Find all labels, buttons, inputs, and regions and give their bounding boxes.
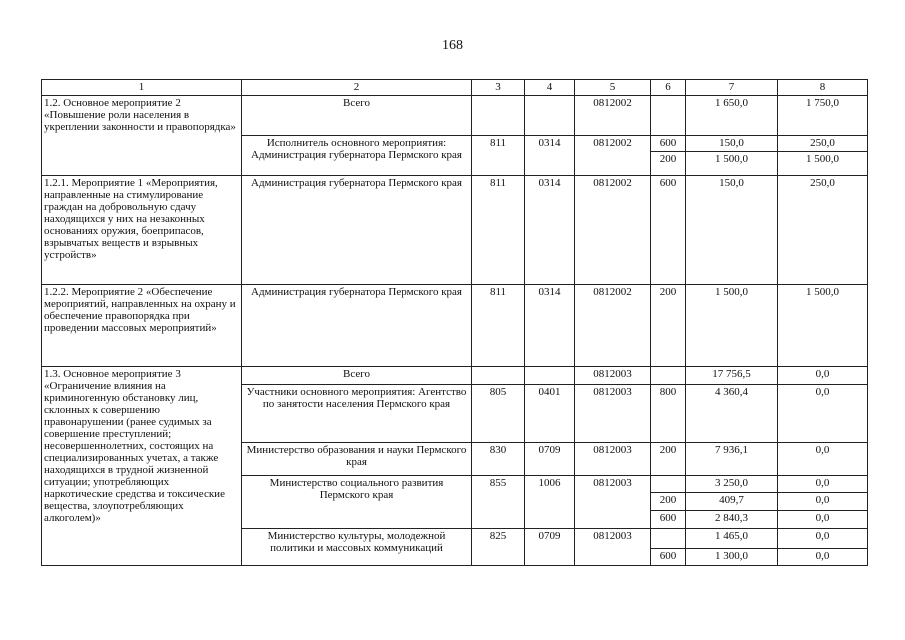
amount-cell: 7 936,1 (686, 443, 778, 476)
amount-cell: 0,0 (778, 367, 868, 385)
code-cell: 0314 (525, 285, 575, 367)
amount-cell: 0,0 (778, 385, 868, 443)
executor-cell: Администрация губернатора Пермского края (242, 285, 472, 367)
activity-name: 1.3. Основное мероприятие 3 «Ограничение влияния на криминогенную обстановку лиц, склонных к совершению правонарушении (ранее судимых за совершение преступлений; несовершеннолетних, состоящих на специализированных учетах, а также находящихся в трудной жизненной ситуации; употребляющих наркотические средства и токсические вещества, злоупотребляющих алкоголем)» (42, 367, 242, 566)
amount-cell: 1 465,0 (686, 529, 778, 549)
code-cell: 600 (651, 176, 686, 285)
executor-cell: Министерство образования и науки Пермского края (242, 443, 472, 476)
table-row (42, 285, 868, 367)
code-cell: 200 (651, 285, 686, 367)
amount-cell: 4 360,4 (686, 385, 778, 443)
code-cell: 0812003 (575, 476, 651, 529)
column-header: 6 (651, 80, 686, 96)
amount-cell: 0,0 (778, 443, 868, 476)
code-cell: 0812002 (575, 285, 651, 367)
amount-cell: 409,7 (686, 493, 778, 511)
amount-cell: 1 300,0 (686, 549, 778, 566)
executor-cell: Всего (242, 96, 472, 136)
code-cell: 800 (651, 385, 686, 443)
code-cell: 200 (651, 443, 686, 476)
page-number: 168 (442, 38, 463, 53)
amount-cell: 0,0 (778, 493, 868, 511)
amount-cell: 150,0 (686, 176, 778, 285)
amount-cell: 3 250,0 (686, 476, 778, 493)
header-row (42, 80, 868, 96)
amount-cell: 1 500,0 (686, 152, 778, 176)
code-cell: 0314 (525, 176, 575, 285)
amount-cell: 0,0 (778, 529, 868, 549)
code-cell: 825 (472, 529, 525, 566)
amount-cell: 150,0 (686, 136, 778, 152)
activity-name: 1.2.1. Мероприятие 1 «Мероприятия, направленные на стимулирование граждан на добровольную сдачу находящихся у них на незаконных основаниях оружия, боеприпасов, взрывчатых веществ и взрывных устройств» (42, 176, 242, 285)
table-row (42, 367, 868, 385)
code-cell: 0812003 (575, 367, 651, 385)
code-cell: 0812003 (575, 443, 651, 476)
code-cell: 811 (472, 176, 525, 285)
code-cell: 600 (651, 549, 686, 566)
executor-cell: Всего (242, 367, 472, 385)
amount-cell: 250,0 (778, 136, 868, 152)
amount-cell: 0,0 (778, 511, 868, 529)
code-cell: 0812002 (575, 96, 651, 136)
amount-cell: 1 500,0 (686, 285, 778, 367)
column-header: 5 (575, 80, 651, 96)
amount-cell: 1 500,0 (778, 285, 868, 367)
amount-cell: 0,0 (778, 476, 868, 493)
code-cell: 1006 (525, 476, 575, 529)
executor-cell: Участники основного мероприятия: Агентство по занятости населения Пермского края (242, 385, 472, 443)
code-cell: 0812002 (575, 176, 651, 285)
column-header: 1 (42, 80, 242, 96)
executor-cell: Министерство культуры, молодежной политики и массовых коммуникаций (242, 529, 472, 566)
budget-table (41, 79, 868, 566)
column-header: 4 (525, 80, 575, 96)
activity-name: 1.2.2. Мероприятие 2 «Обеспечение мероприятий, направленных на охрану и обеспечение правопорядка при проведении массовых мероприятий» (42, 285, 242, 367)
code-cell: 855 (472, 476, 525, 529)
amount-cell: 250,0 (778, 176, 868, 285)
code-cell: 200 (651, 152, 686, 176)
code-cell: 200 (651, 493, 686, 511)
column-header: 3 (472, 80, 525, 96)
code-cell: 0812003 (575, 529, 651, 566)
executor-cell: Администрация губернатора Пермского края (242, 176, 472, 285)
amount-cell: 1 750,0 (778, 96, 868, 136)
table-row (42, 176, 868, 285)
code-cell: 830 (472, 443, 525, 476)
code-cell: 805 (472, 385, 525, 443)
column-header: 7 (686, 80, 778, 96)
column-header: 2 (242, 80, 472, 96)
code-cell: 0812003 (575, 385, 651, 443)
code-cell: 811 (472, 136, 525, 176)
code-cell: 600 (651, 511, 686, 529)
amount-cell: 1 650,0 (686, 96, 778, 136)
code-cell: 0401 (525, 385, 575, 443)
executor-cell: Исполнитель основного мероприятия: Администрация губернатора Пермского края (242, 136, 472, 176)
code-cell: 0709 (525, 443, 575, 476)
code-cell: 600 (651, 136, 686, 152)
code-cell: 811 (472, 285, 525, 367)
code-cell: 0709 (525, 529, 575, 566)
amount-cell: 2 840,3 (686, 511, 778, 529)
table-row (42, 96, 868, 136)
executor-cell: Министерство социального развития Пермского края (242, 476, 472, 529)
amount-cell: 0,0 (778, 549, 868, 566)
activity-name: 1.2. Основное мероприятие 2 «Повышение роли населения в укреплении законности и правопорядка» (42, 96, 242, 176)
amount-cell: 17 756,5 (686, 367, 778, 385)
code-cell (651, 476, 686, 493)
code-cell: 0812002 (575, 136, 651, 176)
amount-cell: 1 500,0 (778, 152, 868, 176)
column-header: 8 (778, 80, 868, 96)
code-cell (651, 529, 686, 549)
code-cell: 0314 (525, 136, 575, 176)
